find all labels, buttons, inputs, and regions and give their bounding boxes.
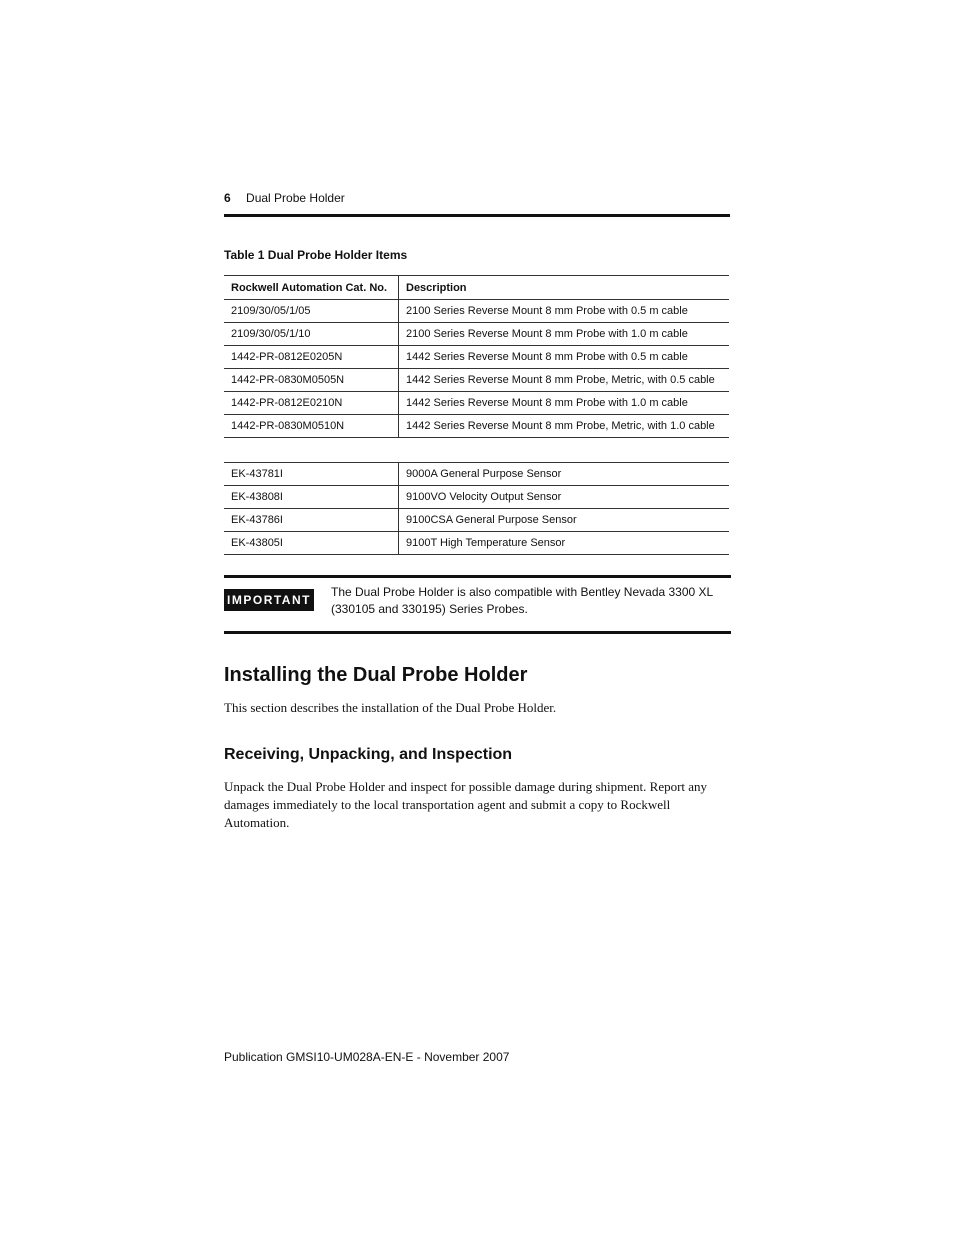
table-row — [224, 369, 729, 392]
table-row — [224, 415, 729, 438]
description-cell: 9100CSA General Purpose Sensor — [399, 509, 730, 532]
section-intro: This section describes the installation of the Dual Probe Holder. — [224, 700, 557, 715]
cat-no-cell: EK-43781I — [224, 463, 399, 486]
description-cell: 1442 Series Reverse Mount 8 mm Probe, Metric, with 1.0 cable — [399, 415, 730, 438]
cat-no-cell: 1442-PR-0830M0505N — [224, 369, 399, 392]
description-cell: 2100 Series Reverse Mount 8 mm Probe with 0.5 m cable — [399, 300, 730, 323]
table-row — [224, 463, 729, 486]
description-cell: 1442 Series Reverse Mount 8 mm Probe, Metric, with 0.5 cable — [399, 369, 730, 392]
cat-no-cell: EK-43808I — [224, 486, 399, 509]
table-row — [224, 532, 729, 555]
column-header-description: Description — [399, 276, 730, 300]
description-cell: 9100VO Velocity Output Sensor — [399, 486, 730, 509]
important-top-rule — [224, 575, 731, 578]
description-cell: 2100 Series Reverse Mount 8 mm Probe with 1.0 m cable — [399, 323, 730, 346]
important-bottom-rule — [224, 631, 731, 634]
table-row — [224, 346, 729, 369]
important-badge: IMPORTANT — [224, 589, 314, 611]
header-title: Dual Probe Holder — [246, 191, 345, 205]
description-cell: 1442 Series Reverse Mount 8 mm Probe with 0.5 m cable — [399, 346, 730, 369]
table-row — [224, 392, 729, 415]
subsection-body: Unpack the Dual Probe Holder and inspect for possible damage during shipment. Report any damages immediately to the local transportation agent and submit a copy to Rockwell Automation. — [224, 779, 708, 830]
description-cell: 1442 Series Reverse Mount 8 mm Probe with 1.0 m cable — [399, 392, 730, 415]
description-cell: 9100T High Temperature Sensor — [399, 532, 730, 555]
description-cell: 9000A General Purpose Sensor — [399, 463, 730, 486]
items-table — [224, 275, 729, 438]
cat-no-cell: EK-43805I — [224, 532, 399, 555]
table-row — [224, 486, 729, 509]
important-text: The Dual Probe Holder is also compatible with Bentley Nevada 3300 XL (330105 and 330195) Series Probes. — [331, 585, 713, 616]
cat-no-cell: 2109/30/05/1/10 — [224, 323, 399, 346]
cat-no-cell: EK-43786I — [224, 509, 399, 532]
sensor-table — [224, 462, 729, 555]
running-header — [224, 191, 730, 205]
column-header-cat-no: Rockwell Automation Cat. No. — [224, 276, 399, 300]
cat-no-cell: 1442-PR-0812E0210N — [224, 392, 399, 415]
cat-no-cell: 2109/30/05/1/05 — [224, 300, 399, 323]
cat-no-cell: 1442-PR-0812E0205N — [224, 346, 399, 369]
table-row — [224, 323, 729, 346]
header-rule — [224, 214, 730, 217]
table-row — [224, 509, 729, 532]
table-title: Table 1 Dual Probe Holder Items — [224, 248, 408, 262]
subsection-heading: Receiving, Unpacking, and Inspection — [224, 746, 513, 763]
table-row — [224, 300, 729, 323]
page-number: 6 — [224, 191, 231, 205]
cat-no-cell: 1442-PR-0830M0510N — [224, 415, 399, 438]
table-header-row — [224, 276, 729, 300]
publication-footer: Publication GMSI10-UM028A-EN-E - November 2007 — [224, 1050, 510, 1064]
section-heading: Installing the Dual Probe Holder — [224, 664, 528, 686]
